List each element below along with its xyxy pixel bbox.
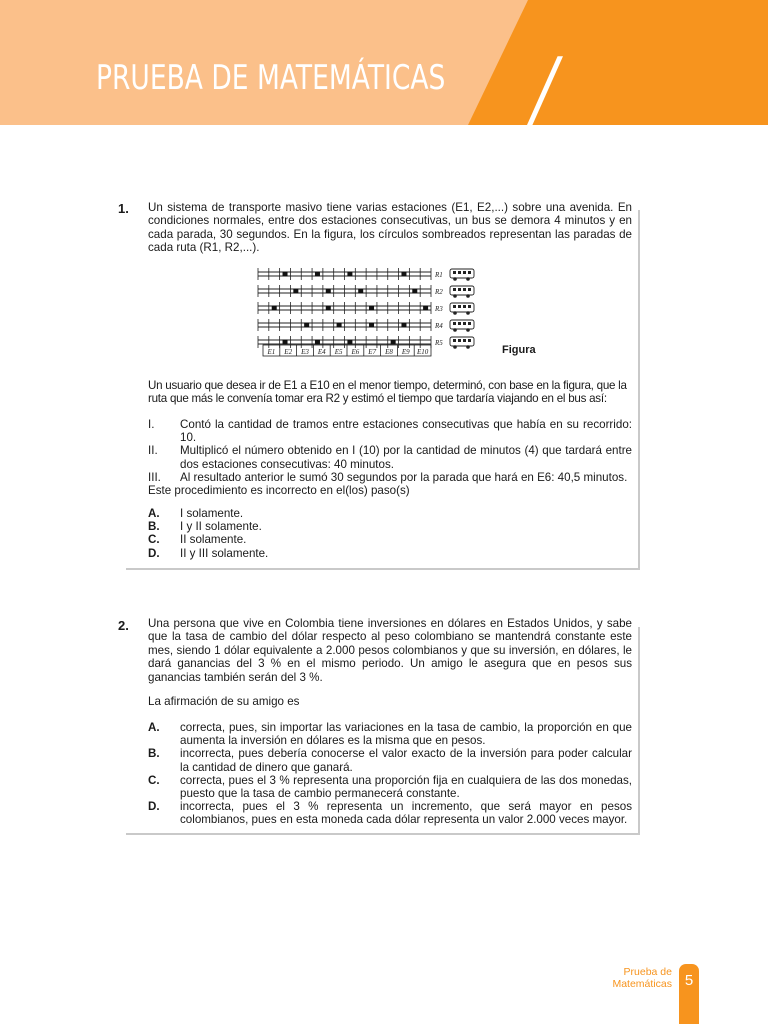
option-c[interactable] — [148, 533, 448, 546]
option-d[interactable] — [148, 800, 632, 826]
option-a[interactable] — [148, 507, 448, 520]
option-key: C. — [148, 533, 160, 547]
step-text: Multiplicó el número obtenido en I (10) por la cantidad de minutos (4) que tardará entre dos estaciones consecutivas: 40 minutos. — [180, 444, 632, 471]
question-1-options — [148, 507, 448, 560]
question-2-intro: Una persona que vive en Colombia tiene inversiones en dólares en Estados Unidos, y sabe que la tasa de cambio del dólar respecto al peso colombiano se mantendrá constante este mes, siendo 1 dólar equivalente a 2.000 pesos colombianos y que su inversión, en dólares, le dará ganancias del 3 % en el mismo periodo. Un amigo le asegura que en pesos sus ganancias también serán del 3 %. — [148, 617, 632, 684]
step-key: III. — [148, 470, 161, 484]
bus-wheel — [453, 345, 457, 349]
route-label: R1 — [435, 271, 443, 279]
bus-window — [468, 305, 471, 308]
stop-marker — [369, 306, 374, 311]
figure-caption: Figura — [502, 344, 536, 356]
bus-window — [453, 288, 456, 291]
option-text: I solamente. — [180, 507, 244, 520]
option-text: incorrecta, pues el 3 % representa un incremento, que será mayor en pesos colombianos, pues en esta moneda cada dólar representa un valor 2.000 veces mayor. — [180, 800, 632, 827]
stop-marker — [347, 340, 352, 345]
option-d[interactable] — [148, 547, 448, 560]
question-1-prompt: Este procedimiento es incorrecto en el(los) paso(s) — [148, 484, 410, 497]
bus-wheel — [466, 277, 470, 281]
question-2-prompt: La afirmación de su amigo es — [148, 695, 300, 708]
bus-window — [458, 271, 461, 274]
stop-marker — [283, 272, 288, 277]
bus-window — [468, 339, 471, 342]
station-label: E6 — [351, 348, 360, 356]
bus-window — [458, 305, 461, 308]
route-label: R3 — [435, 305, 443, 313]
route-label: R2 — [435, 288, 443, 296]
bus-wheel — [466, 311, 470, 315]
stop-marker — [337, 323, 342, 328]
header-band — [0, 0, 768, 125]
stop-marker — [283, 340, 288, 345]
stop-marker — [369, 323, 374, 328]
option-text: II y III solamente. — [180, 546, 269, 560]
step-key: I. — [148, 418, 155, 431]
option-key: D. — [148, 800, 160, 814]
stop-marker — [326, 306, 331, 311]
station-label: E2 — [284, 348, 293, 356]
option-key: D. — [148, 546, 160, 560]
step-text: Contó la cantidad de tramos entre estaciones consecutivas que había en su recorrido: 10. — [180, 418, 632, 445]
route-label: R5 — [435, 339, 443, 347]
stop-marker — [347, 272, 352, 277]
stop-marker — [423, 306, 428, 311]
page-title: PRUEBA DE MATEMÁTICAS — [96, 58, 446, 98]
footer-line-2: Matemáticas — [612, 978, 672, 990]
bus-wheel — [453, 277, 457, 281]
stop-marker — [315, 272, 320, 277]
step-item — [148, 471, 632, 484]
stop-marker — [272, 306, 277, 311]
station-label: E8 — [385, 348, 393, 356]
option-text: II solamente. — [180, 533, 247, 547]
option-c[interactable] — [148, 774, 632, 800]
stop-marker — [358, 289, 363, 294]
option-b[interactable] — [148, 520, 448, 533]
station-label: E3 — [301, 348, 309, 356]
station-label: E5 — [334, 348, 343, 356]
question-2-options — [148, 721, 632, 827]
bus-wheel — [466, 345, 470, 349]
step-item — [148, 444, 632, 470]
bus-window — [463, 288, 466, 291]
station-label: E1 — [267, 348, 276, 356]
option-text: incorrecta, pues debería conocerse el valor exacto de la inversión para poder calcular la cantidad de dinero que ganará. — [180, 747, 632, 774]
station-label: E4 — [317, 348, 326, 356]
bus-window — [468, 288, 471, 291]
bus-window — [463, 322, 466, 325]
option-text: correcta, pues el 3 % representa una proporción fija en cualquiera de las dos monedas, puesto que la tasa de cambio permanecerá constante. — [180, 773, 632, 801]
option-key: A. — [148, 507, 160, 520]
option-key: A. — [148, 721, 160, 734]
bus-window — [453, 322, 456, 325]
option-key: B. — [148, 520, 160, 534]
question-1-scenario: Un usuario que desea ir de E1 a E10 en el menor tiempo, determinó, con base en la figura, que la ruta que más le convenía tomar era R2 y estimó el tiempo que tardaría viajando en el bus así: — [148, 379, 627, 406]
header-accent — [468, 0, 768, 125]
bus-window — [458, 322, 461, 325]
footer-line-1: Prueba de — [623, 966, 672, 978]
footer-label — [612, 966, 672, 990]
question-1-intro: Un sistema de transporte masivo tiene varias estaciones (E1, E2,...) sobre una avenida. En condiciones normales, entre dos estaciones consecutivas, un bus se demora 4 minutos y en cada parada, 30 segundos. En la figura, los círculos sombreados representan las paradas de cada ruta (R1, R2,...). — [148, 201, 632, 255]
stop-marker — [315, 340, 320, 345]
bus-window — [453, 271, 456, 274]
bus-wheel — [453, 328, 457, 332]
stop-marker — [401, 272, 406, 277]
bus-window — [468, 271, 471, 274]
route-label: R4 — [435, 322, 443, 330]
station-label: E9 — [401, 348, 410, 356]
page-number: 5 — [684, 972, 694, 989]
bus-window — [463, 305, 466, 308]
stop-marker — [326, 289, 331, 294]
option-b[interactable] — [148, 747, 632, 773]
step-key: II. — [148, 444, 158, 458]
station-label: E10 — [416, 348, 429, 356]
stop-marker — [401, 323, 406, 328]
steps-list — [148, 418, 632, 484]
bus-wheel — [466, 328, 470, 332]
question-1-number: 1. — [118, 201, 129, 216]
step-item — [148, 418, 632, 444]
bus-window — [458, 288, 461, 291]
stop-marker — [293, 289, 298, 294]
option-key: B. — [148, 747, 160, 761]
bus-wheel — [453, 311, 457, 315]
stop-marker — [412, 289, 417, 294]
bus-window — [453, 305, 456, 308]
bus-window — [458, 339, 461, 342]
bus-window — [463, 271, 466, 274]
stop-marker — [304, 323, 309, 328]
bus-window — [468, 322, 471, 325]
bus-window — [463, 339, 466, 342]
option-text: correcta, pues, sin importar las variaciones en la tasa de cambio, la proporción en que aumenta la inversión en dólares es la misma que en pesos. — [180, 721, 632, 748]
option-a[interactable] — [148, 721, 632, 747]
question-2-number: 2. — [118, 618, 129, 633]
option-text: I y II solamente. — [180, 520, 262, 534]
option-key: C. — [148, 773, 160, 787]
station-label: E7 — [368, 348, 377, 356]
stop-marker — [391, 340, 396, 345]
bus-wheel — [453, 294, 457, 298]
bus-window — [453, 339, 456, 342]
step-text: Al resultado anterior le sumó 30 segundos por la parada que hará en E6: 40,5 minutos. — [180, 470, 628, 484]
bus-wheel — [466, 294, 470, 298]
